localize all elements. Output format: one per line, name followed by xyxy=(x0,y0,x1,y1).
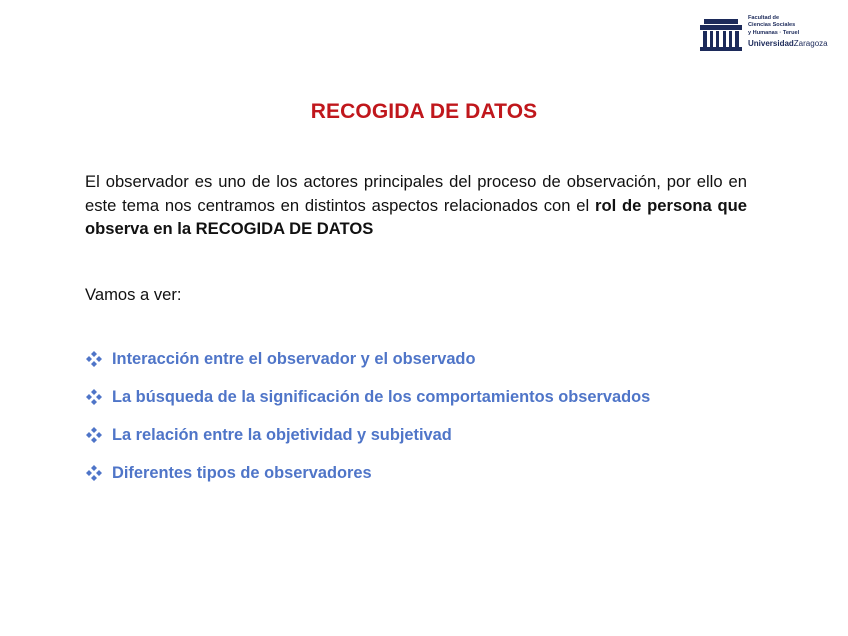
vamos-a-ver-label: Vamos a ver: xyxy=(85,285,182,304)
topic-item xyxy=(85,416,650,454)
intro-text: El observador es uno de los actores principales del proceso de observación, por ello en este tema nos centramos en distintos aspectos relacionados con el xyxy=(85,172,747,215)
four-diamond-bullet-icon xyxy=(85,388,103,406)
four-diamond-bullet-icon xyxy=(85,426,103,444)
logo-line: Facultad de xyxy=(748,15,780,21)
topics-list xyxy=(85,340,650,492)
intro-paragraph xyxy=(85,170,747,241)
slide-title: RECOGIDA DE DATOS xyxy=(310,100,538,123)
topic-text: Diferentes tipos de observadores xyxy=(112,463,372,482)
university-logo xyxy=(700,15,840,55)
logo-university-name xyxy=(748,38,840,49)
logo-line: Ciencias Sociales xyxy=(748,22,796,29)
topic-item xyxy=(85,340,650,378)
logo-text xyxy=(748,15,840,49)
topic-item xyxy=(85,378,650,416)
faculty-building-icon xyxy=(700,17,742,51)
logo-university-regular: Zaragoza xyxy=(793,39,828,49)
topic-item xyxy=(85,454,650,492)
topic-text: Interacción entre el observador y el observado xyxy=(112,349,476,368)
logo-university-bold: Universidad xyxy=(748,39,794,49)
intro-bold-text: rol de persona que observa en la RECOGIDA DE DATOS xyxy=(85,195,748,238)
four-diamond-bullet-icon xyxy=(85,350,103,368)
four-diamond-bullet-icon xyxy=(85,464,103,482)
logo-line: y Humanas · Teruel xyxy=(748,29,800,36)
topic-text: La relación entre la objetividad y subjetivad xyxy=(112,425,452,444)
topic-text: La búsqueda de la significación de los comportamientos observados xyxy=(112,387,651,406)
